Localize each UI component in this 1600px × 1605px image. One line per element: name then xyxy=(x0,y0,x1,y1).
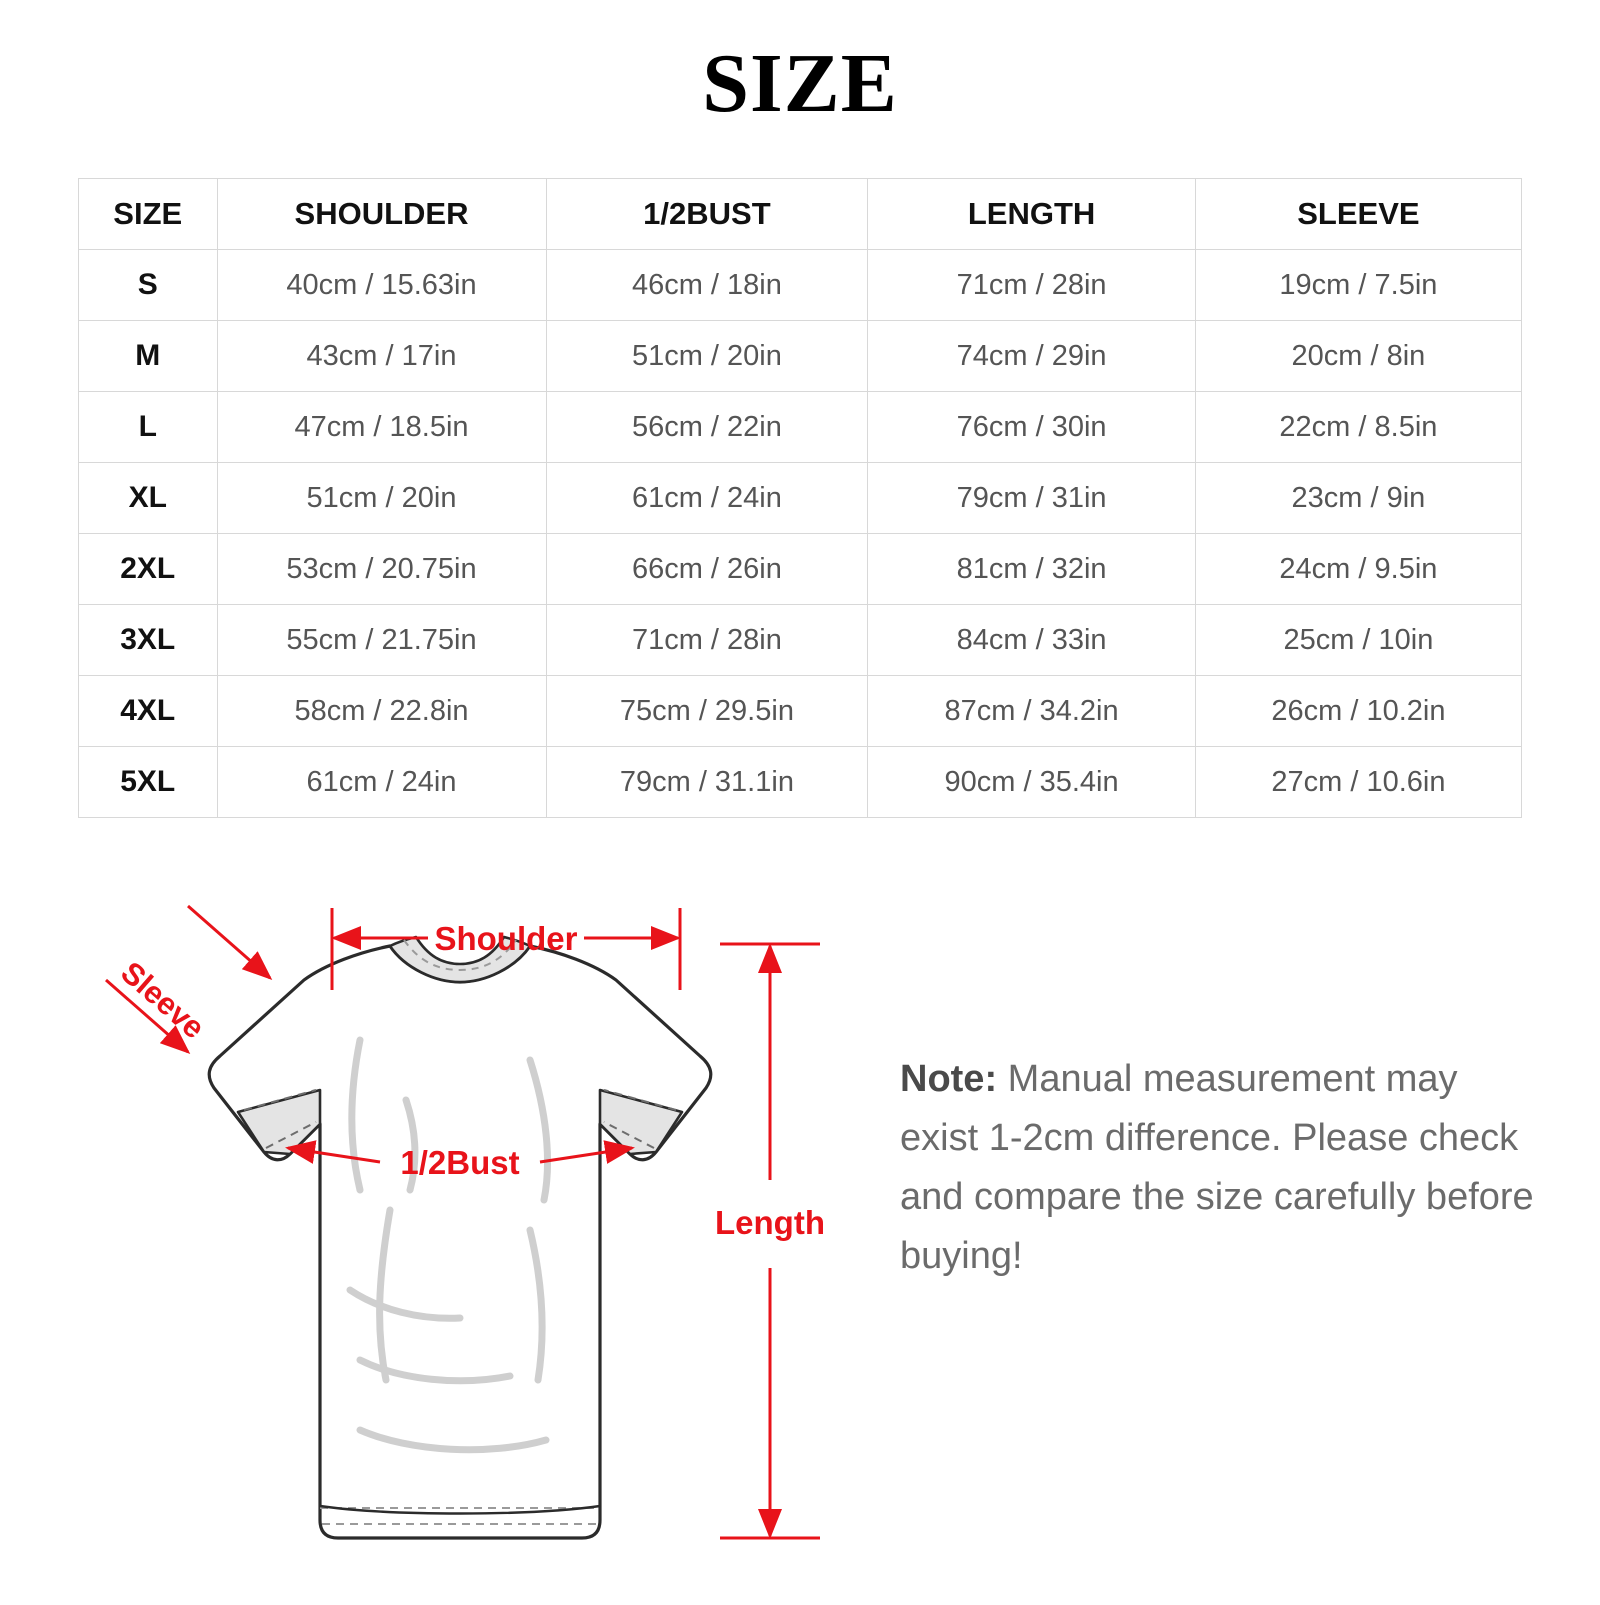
cell-half-bust: 71cm / 28in xyxy=(546,605,868,676)
cell-length: 71cm / 28in xyxy=(868,250,1196,321)
cell-length: 74cm / 29in xyxy=(868,321,1196,392)
cell-length: 84cm / 33in xyxy=(868,605,1196,676)
cell-sleeve: 22cm / 8.5in xyxy=(1195,392,1521,463)
cell-size: S xyxy=(79,250,218,321)
measurement-diagram-section xyxy=(0,860,1600,1600)
table-row xyxy=(79,605,1522,676)
cell-length: 81cm / 32in xyxy=(868,534,1196,605)
label-sleeve: Sleeve xyxy=(114,954,212,1046)
table-header-row xyxy=(79,179,1522,250)
cell-size: XL xyxy=(79,463,218,534)
cell-sleeve: 19cm / 7.5in xyxy=(1195,250,1521,321)
cell-sleeve: 26cm / 10.2in xyxy=(1195,676,1521,747)
label-shoulder: Shoulder xyxy=(434,920,578,957)
cell-shoulder: 58cm / 22.8in xyxy=(217,676,546,747)
table-row xyxy=(79,321,1522,392)
cell-shoulder: 61cm / 24in xyxy=(217,747,546,818)
cell-size: 4XL xyxy=(79,676,218,747)
cell-sleeve: 25cm / 10in xyxy=(1195,605,1521,676)
table-row xyxy=(79,250,1522,321)
cell-sleeve: 27cm / 10.6in xyxy=(1195,747,1521,818)
table-row xyxy=(79,747,1522,818)
cell-length: 87cm / 34.2in xyxy=(868,676,1196,747)
tshirt-svg xyxy=(60,860,860,1600)
table-row xyxy=(79,463,1522,534)
cell-shoulder: 40cm / 15.63in xyxy=(217,250,546,321)
note-label: Note: xyxy=(900,1058,998,1100)
cell-shoulder: 47cm / 18.5in xyxy=(217,392,546,463)
cell-sleeve: 20cm / 8in xyxy=(1195,321,1521,392)
tshirt-outline xyxy=(209,937,711,1538)
cell-half-bust: 46cm / 18in xyxy=(546,250,868,321)
cell-shoulder: 51cm / 20in xyxy=(217,463,546,534)
cell-half-bust: 79cm / 31.1in xyxy=(546,747,868,818)
cell-length: 90cm / 35.4in xyxy=(868,747,1196,818)
cell-half-bust: 61cm / 24in xyxy=(546,463,868,534)
cell-length: 79cm / 31in xyxy=(868,463,1196,534)
cell-sleeve: 23cm / 9in xyxy=(1195,463,1521,534)
cell-half-bust: 66cm / 26in xyxy=(546,534,868,605)
size-chart-table xyxy=(78,178,1522,818)
cell-shoulder: 55cm / 21.75in xyxy=(217,605,546,676)
note-text: Manual measurement may exist 1-2cm difference. Please check and compare the size carefully before buying! xyxy=(900,1058,1534,1277)
sleeve-dimension xyxy=(106,906,270,1052)
cell-size: 2XL xyxy=(79,534,218,605)
column-header-length: LENGTH xyxy=(868,179,1196,250)
tshirt-diagram xyxy=(60,860,860,1600)
label-half-bust: 1/2Bust xyxy=(400,1144,520,1181)
length-dimension xyxy=(715,944,825,1538)
cell-size: 5XL xyxy=(79,747,218,818)
cell-length: 76cm / 30in xyxy=(868,392,1196,463)
cell-size: M xyxy=(79,321,218,392)
column-header-sleeve: SLEEVE xyxy=(1195,179,1521,250)
column-header-half-bust: 1/2BUST xyxy=(546,179,868,250)
column-header-shoulder: SHOULDER xyxy=(217,179,546,250)
table-row xyxy=(79,534,1522,605)
cell-half-bust: 51cm / 20in xyxy=(546,321,868,392)
table-row xyxy=(79,676,1522,747)
column-header-size: SIZE xyxy=(79,179,218,250)
page-title: SIZE xyxy=(702,37,898,130)
size-chart-table-wrapper xyxy=(78,178,1522,818)
cell-sleeve: 24cm / 9.5in xyxy=(1195,534,1521,605)
cell-size: 3XL xyxy=(79,605,218,676)
label-length: Length xyxy=(715,1204,825,1241)
cell-half-bust: 75cm / 29.5in xyxy=(546,676,868,747)
cell-half-bust: 56cm / 22in xyxy=(546,392,868,463)
cell-shoulder: 53cm / 20.75in xyxy=(217,534,546,605)
cell-shoulder: 43cm / 17in xyxy=(217,321,546,392)
table-row xyxy=(79,392,1522,463)
note-block xyxy=(900,1050,1540,1286)
cell-size: L xyxy=(79,392,218,463)
